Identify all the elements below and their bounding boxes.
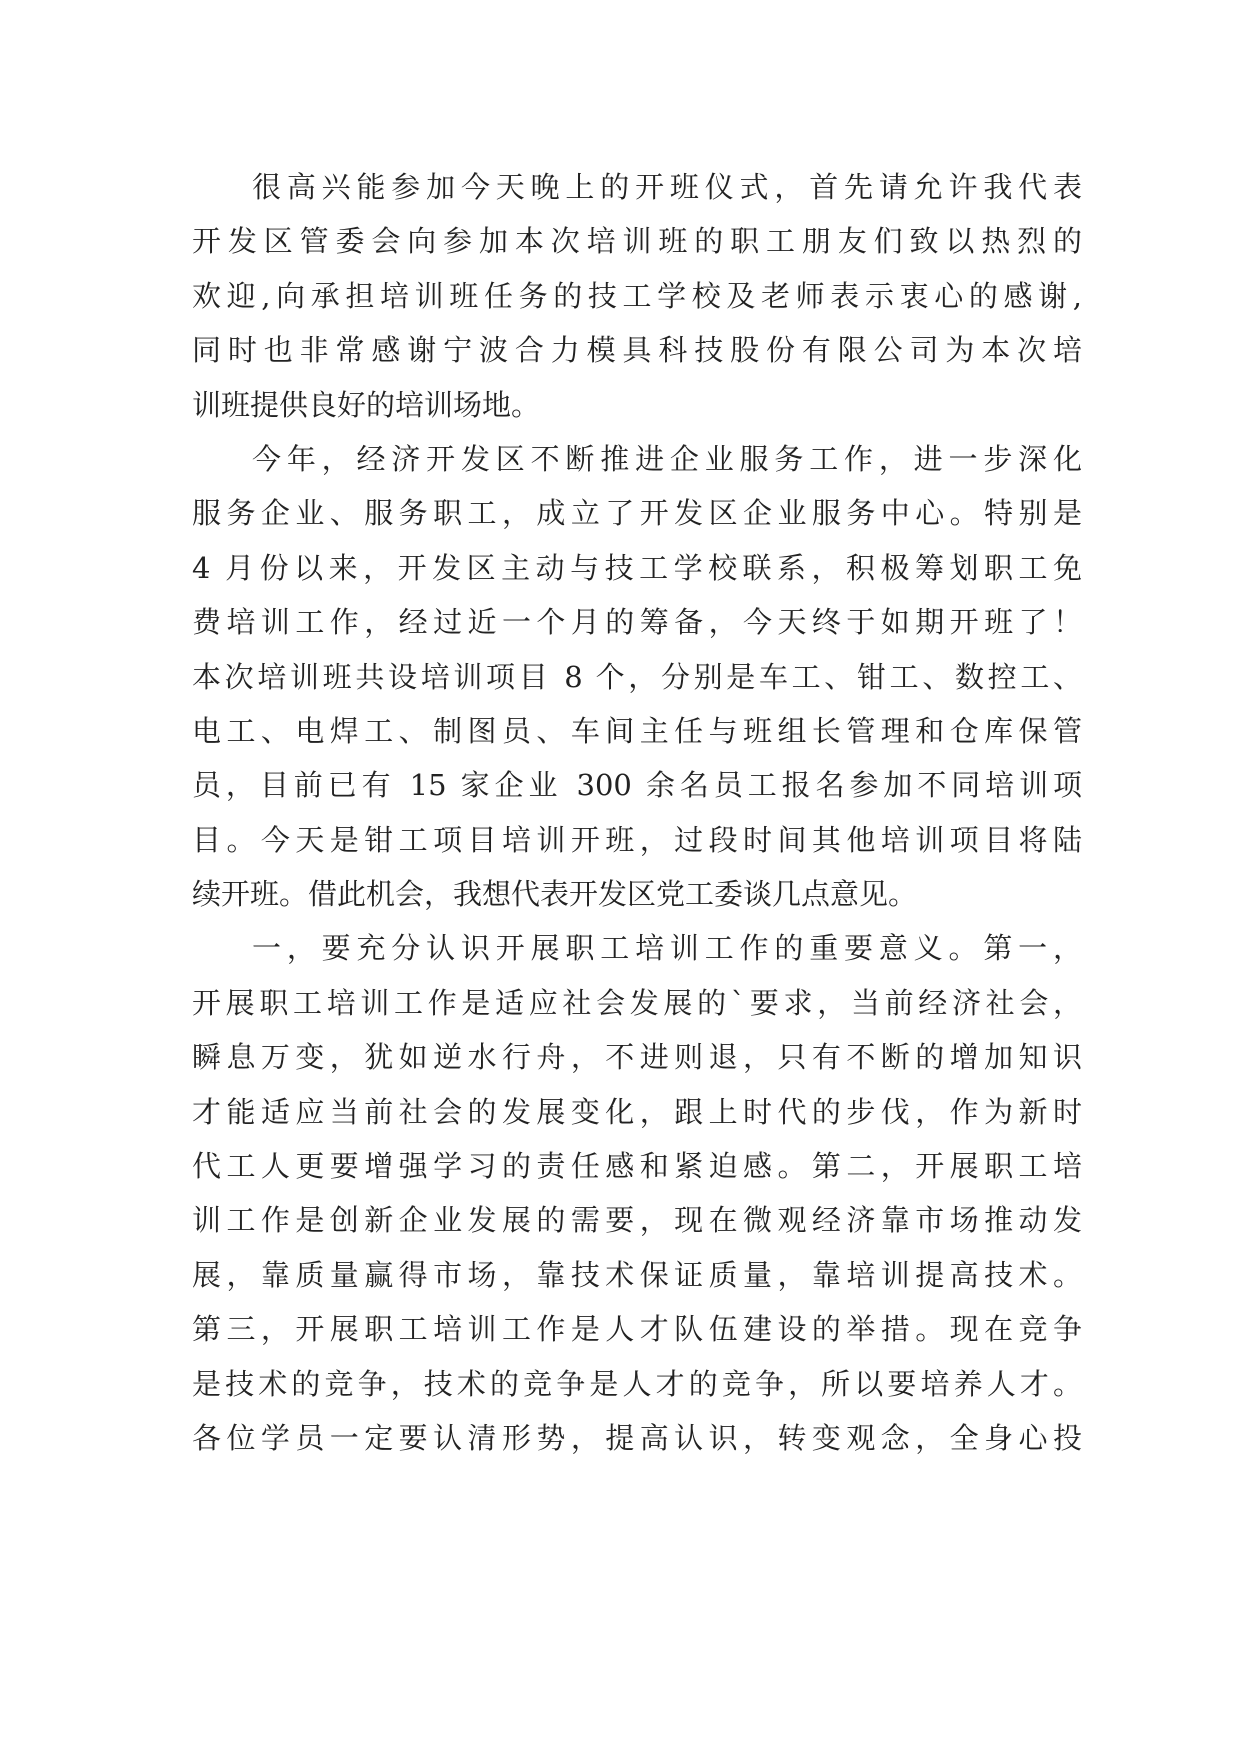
text-line: 展，靠质量赢得市场，靠技术保证质量，靠培训提高技术。 (192, 1257, 1082, 1292)
text-line: 今年，经济开发区不断推进企业服务工作，进一步深化 (252, 441, 1082, 476)
text-line: 训班提供良好的培训场地。 (192, 387, 541, 422)
text-line: 服务企业、服务职工，成立了开发区企业服务中心。特别是 (192, 496, 1082, 531)
text-line: 欢迎,向承担培训班任务的技工学校及老师表示衷心的感谢, (192, 278, 1082, 313)
text-line: 电工、电焊工、制图员、车间主任与班组长管理和仓库保管 (192, 713, 1082, 748)
text-line: 续开班。借此机会，我想代表开发区党工委谈几点意见。 (192, 877, 918, 912)
text-line: 是技术的竞争，技术的竞争是人才的竞争，所以要培养人才。 (192, 1366, 1082, 1401)
text-line: 一，要充分认识开展职工培训工作的重要意义。第一， (252, 931, 1082, 966)
text-line: 同时也非常感谢宁波合力模具科技股份有限公司为本次培 (192, 333, 1082, 368)
text-line: 开发区管委会向参加本次培训班的职工朋友们致以热烈的 (192, 224, 1082, 259)
text-line: 很高兴能参加今天晚上的开班仪式，首先请允许我代表 (252, 170, 1082, 204)
text-line: 员，目前已有 15 家企业 300 余名员工报名参加不同培训项 (192, 768, 1082, 803)
text-line: 目。今天是钳工项目培训开班，过段时间其他培训项目将陆 (192, 822, 1082, 857)
text-line: 4 月份以来，开发区主动与技工学校联系，积极筹划职工免 (192, 550, 1082, 585)
document-body (192, 160, 1082, 1465)
text-line: 本次培训班共设培训项目 8 个，分别是车工、钳工、数控工、 (192, 659, 1082, 694)
text-line: 训工作是创新企业发展的需要，现在微观经济靠市场推动发 (192, 1203, 1082, 1238)
text-line: 才能适应当前社会的发展变化，跟上时代的步伐，作为新时 (192, 1094, 1082, 1129)
text-line: 费培训工作，经过近一个月的筹备，今天终于如期开班了！ (192, 605, 1082, 640)
text-line: 各位学员一定要认清形势，提高认识，转变观念，全身心投 (192, 1420, 1082, 1455)
text-line: 代工人更要增强学习的责任感和紧迫感。第二，开展职工培 (192, 1149, 1082, 1184)
text-line: 第三，开展职工培训工作是人才队伍建设的举措。现在竞争 (192, 1312, 1082, 1347)
text-line: 开展职工培训工作是适应社会发展的`要求，当前经济社会， (192, 985, 1082, 1020)
text-line: 瞬息万变，犹如逆水行舟，不进则退，只有不断的增加知识 (192, 1040, 1082, 1075)
